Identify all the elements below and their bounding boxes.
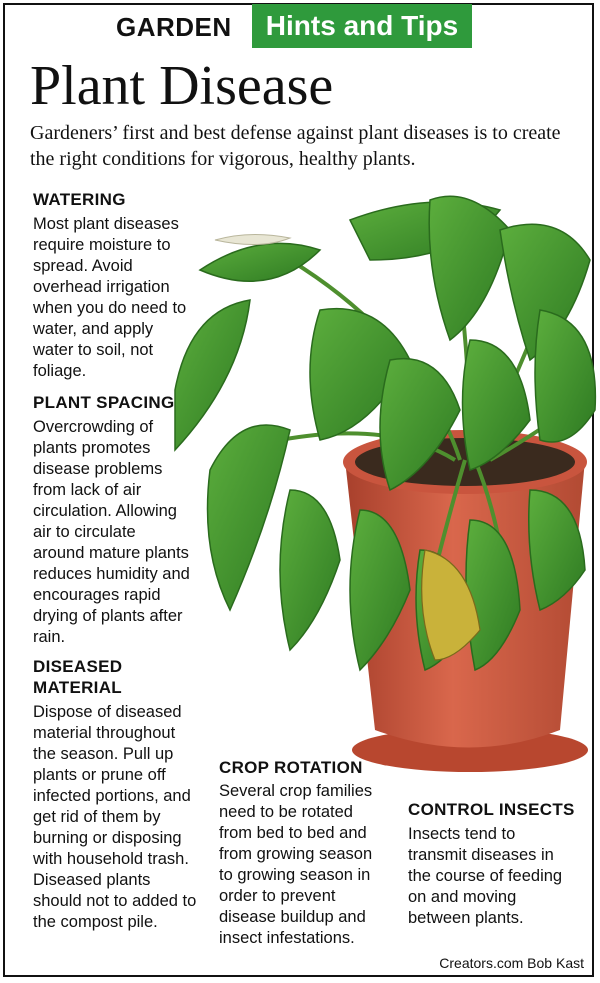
spacing-heading: PLANT SPACING bbox=[33, 393, 175, 412]
watering-line: Most plant diseases bbox=[33, 215, 179, 233]
spacing-text bbox=[33, 417, 190, 648]
diseased-heading bbox=[33, 656, 122, 698]
insects-text bbox=[408, 824, 562, 929]
watering-text bbox=[33, 214, 186, 382]
rotation-heading: CROP ROTATION bbox=[219, 758, 363, 777]
watering-heading: WATERING bbox=[33, 190, 126, 209]
insects-line: Insects tend to bbox=[408, 825, 516, 843]
header-garden: GARDEN bbox=[116, 12, 232, 42]
diseased-line: Dispose of diseased bbox=[33, 703, 182, 721]
watering-line: water to soil, not bbox=[33, 341, 154, 359]
watering-line: overhead irrigation bbox=[33, 278, 170, 296]
watering-line: foliage. bbox=[33, 362, 87, 380]
watering-line: spread. Avoid bbox=[33, 257, 133, 275]
insects-line: on and moving bbox=[408, 888, 517, 906]
intro-text: Gardeners’ first and best defense against plant diseases is to create the right conditions for vigorous, healthy plants. bbox=[30, 122, 561, 170]
spacing-line: encourages rapid bbox=[33, 586, 161, 604]
diseased-line: the compost pile. bbox=[33, 913, 158, 931]
watering-line: when you do need to bbox=[33, 299, 187, 317]
diseased-heading-line: DISEASED bbox=[33, 657, 123, 676]
watering-line: water, and apply bbox=[33, 320, 154, 338]
diseased-line: material throughout bbox=[33, 724, 176, 742]
diseased-line: should not to added to bbox=[33, 892, 197, 910]
insects-line: transmit diseases in bbox=[408, 846, 554, 864]
rotation-line: insect infestations. bbox=[219, 929, 355, 947]
page-title: Plant Disease bbox=[30, 55, 334, 117]
spacing-line: circulation. Allowing bbox=[33, 502, 177, 520]
rotation-line: from bed to bed and bbox=[219, 824, 367, 842]
watering-line: require moisture to bbox=[33, 236, 171, 254]
rotation-line: to growing season in bbox=[219, 866, 371, 884]
spacing-line: plants promotes bbox=[33, 439, 151, 457]
spacing-line: drying of plants after bbox=[33, 607, 183, 625]
diseased-text bbox=[33, 702, 196, 933]
diseased-line: Diseased plants bbox=[33, 871, 151, 889]
rotation-line: need to be rotated bbox=[219, 803, 353, 821]
spacing-line: from lack of air bbox=[33, 481, 142, 499]
diseased-line: with household trash. bbox=[33, 850, 189, 868]
rotation-line: from growing season bbox=[219, 845, 373, 863]
diseased-line: get rid of them by bbox=[33, 808, 161, 826]
diseased-heading-line: MATERIAL bbox=[33, 678, 122, 697]
header-badge: Hints and Tips bbox=[252, 4, 472, 48]
credit-line: Creators.com Bob Kast bbox=[439, 955, 584, 971]
spacing-line: Overcrowding of bbox=[33, 418, 154, 436]
insects-line: between plants. bbox=[408, 909, 524, 927]
diseased-line: infected portions, and bbox=[33, 787, 191, 805]
rotation-text bbox=[219, 781, 372, 949]
spacing-line: rain. bbox=[33, 628, 66, 646]
diseased-line: burning or disposing bbox=[33, 829, 182, 847]
rotation-line: disease buildup and bbox=[219, 908, 366, 926]
plant-illustration bbox=[170, 190, 600, 780]
insects-heading: CONTROL INSECTS bbox=[408, 800, 575, 819]
rotation-line: Several crop families bbox=[219, 782, 373, 800]
diseased-line: the season. Pull up bbox=[33, 745, 174, 763]
rotation-line: order to prevent bbox=[219, 887, 336, 905]
spacing-line: reduces humidity and bbox=[33, 565, 190, 583]
spacing-line: air to circulate bbox=[33, 523, 136, 541]
spacing-line: disease problems bbox=[33, 460, 163, 478]
spacing-line: around mature plants bbox=[33, 544, 189, 562]
insects-line: the course of feeding bbox=[408, 867, 563, 885]
diseased-line: plants or prune off bbox=[33, 766, 166, 784]
